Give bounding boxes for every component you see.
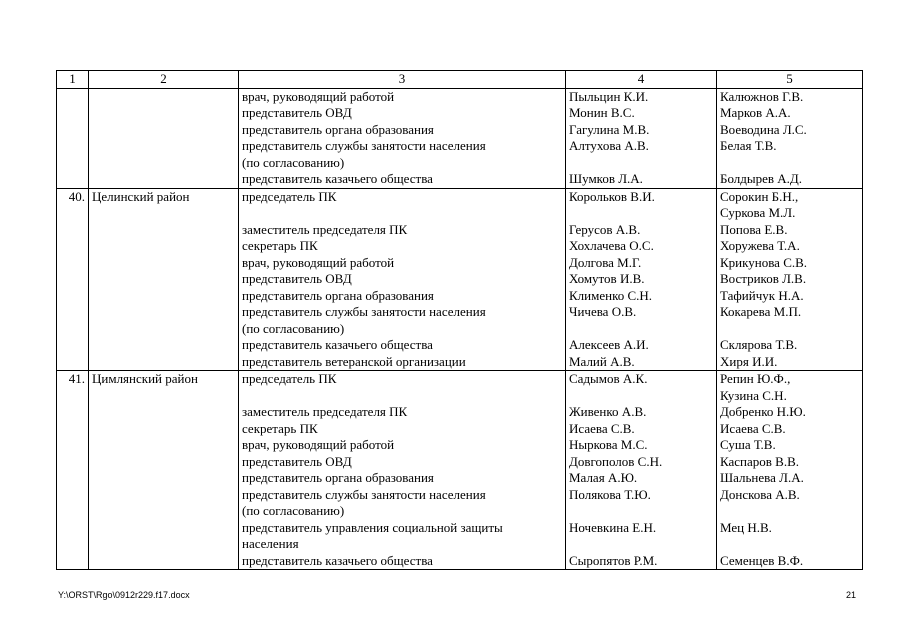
- position-line: представитель ОВД: [242, 453, 352, 469]
- member-name: [569, 503, 713, 520]
- member-name: Корольков В.И.: [569, 188, 655, 204]
- member-name: Монин В.С.: [569, 105, 635, 120]
- position-line: представитель управления социальной защиты: [242, 519, 503, 535]
- reserve-name: Хоружева Т.А.: [720, 238, 800, 253]
- member-name: Садымов А.К.: [569, 371, 648, 386]
- reserve-name: Добренко Н.Ю.: [720, 404, 806, 419]
- row-number: 40.: [57, 188, 89, 371]
- position-line: представитель ОВД: [242, 105, 352, 120]
- table-row: [57, 88, 863, 188]
- position-line: представитель ветеранской организации: [242, 353, 466, 369]
- reserve-name: Семенцев В.Ф.: [720, 552, 804, 568]
- reserves-cell: [717, 188, 863, 371]
- position-line: представитель органа образования: [242, 121, 434, 137]
- position-line: представитель казачьего общества: [242, 552, 433, 568]
- positions-cell: [239, 371, 566, 570]
- position-line: (по согласованию): [242, 320, 345, 336]
- position-line: представитель службы занятости населения: [242, 486, 486, 502]
- district-name: Цимлянский район: [89, 371, 239, 570]
- reserve-name: Донскова А.В.: [720, 486, 800, 502]
- footer-file-path: Y:\ORST\Rgo\0912r229.f17.docx: [58, 590, 190, 600]
- position-line: [242, 388, 562, 405]
- member-name: [569, 155, 713, 172]
- position-line: населения: [242, 536, 299, 551]
- position-line: (по согласованию): [242, 154, 345, 170]
- header-col-4: 4: [566, 71, 717, 89]
- member-name: Герусов А.В.: [569, 221, 641, 237]
- reserve-name: [720, 321, 859, 338]
- header-col-1: 1: [57, 71, 89, 89]
- reserve-name: Суша Т.В.: [720, 437, 776, 452]
- position-line: врач, руководящий работой: [242, 254, 395, 270]
- reserves-cell: [717, 88, 863, 188]
- footer-page-number: 21: [846, 590, 857, 600]
- reserve-name: Суркова М.Л.: [720, 205, 796, 220]
- reserve-name: Крикунова С.В.: [720, 254, 808, 270]
- row-number: [57, 88, 89, 188]
- member-name: Исаева С.В.: [569, 420, 635, 436]
- member-name: Алексеев А.И.: [569, 337, 649, 352]
- header-col-5: 5: [717, 71, 863, 89]
- members-cell: [566, 188, 717, 371]
- position-line: представитель службы занятости населения: [242, 304, 486, 319]
- member-name: [569, 388, 713, 405]
- reserve-name: Воеводина Л.С.: [720, 121, 807, 137]
- row-number: 41.: [57, 371, 89, 570]
- position-line: председатель ПК: [242, 188, 337, 204]
- reserve-name: Шальнева Л.А.: [720, 470, 804, 485]
- reserve-name: Востриков Л.В.: [720, 271, 807, 286]
- position-line: представитель органа образования: [242, 470, 434, 485]
- position-line: заместитель председателя ПК: [242, 404, 408, 419]
- member-name: Ночевкина Е.Н.: [569, 519, 657, 535]
- position-line: представитель казачьего общества: [242, 171, 433, 186]
- position-line: представитель органа образования: [242, 287, 434, 303]
- position-line: секретарь ПК: [242, 238, 318, 253]
- reserve-name: Хиря И.И.: [720, 353, 778, 369]
- reserve-name: Сорокин Б.Н.,: [720, 188, 799, 204]
- table-row: [57, 371, 863, 570]
- header-row: [57, 71, 863, 89]
- member-name: Долгова М.Г.: [569, 254, 642, 270]
- table-row: [57, 188, 863, 371]
- reserve-name: Тафийчук Н.А.: [720, 287, 804, 303]
- member-name: Ныркова М.С.: [569, 437, 648, 452]
- reserve-name: Склярова Т.В.: [720, 337, 798, 352]
- positions-cell: [239, 188, 566, 371]
- member-name: [569, 536, 713, 553]
- reserve-name: Калюжнов Г.В.: [720, 88, 804, 104]
- reserves-cell: [717, 371, 863, 570]
- members-cell: [566, 371, 717, 570]
- member-name: Хомутов И.В.: [569, 271, 645, 286]
- member-name: Чичева О.В.: [569, 304, 637, 319]
- member-name: Малая А.Ю.: [569, 470, 638, 485]
- member-name: Шумков Л.А.: [569, 171, 643, 186]
- member-name: Хохлачева О.С.: [569, 238, 654, 253]
- reserve-name: Кокарева М.П.: [720, 304, 802, 319]
- positions-cell: [239, 88, 566, 188]
- position-line: секретарь ПК: [242, 420, 318, 436]
- members-cell: [566, 88, 717, 188]
- reserve-name: Попова Е.В.: [720, 221, 788, 237]
- member-name: Клименко С.Н.: [569, 287, 653, 303]
- position-line: председатель ПК: [242, 371, 337, 386]
- header-col-3: 3: [239, 71, 566, 89]
- members-table: [56, 70, 863, 570]
- member-name: Довгополов С.Н.: [569, 453, 663, 469]
- district-name: [89, 88, 239, 188]
- reserve-name: [720, 503, 859, 520]
- reserve-name: Болдырев А.Д.: [720, 171, 803, 186]
- reserve-name: Мец Н.В.: [720, 519, 772, 535]
- member-name: Полякова Т.Ю.: [569, 486, 651, 502]
- district-name: Целинский район: [89, 188, 239, 371]
- position-line: [242, 205, 562, 222]
- position-line: врач, руководящий работой: [242, 437, 395, 452]
- member-name: Сыропятов Р.М.: [569, 552, 658, 568]
- position-line: представитель службы занятости населения: [242, 138, 486, 153]
- member-name: Гагулина М.В.: [569, 121, 650, 137]
- member-name: Малий А.В.: [569, 353, 635, 369]
- reserve-name: [720, 536, 859, 553]
- reserve-name: Репин Ю.Ф.,: [720, 371, 791, 386]
- reserve-name: Кузина С.Н.: [720, 387, 787, 403]
- member-name: Алтухова А.В.: [569, 138, 649, 153]
- member-name: Живенко А.В.: [569, 404, 647, 419]
- position-line: врач, руководящий работой: [242, 88, 395, 104]
- reserve-name: Марков А.А.: [720, 105, 791, 120]
- member-name: Пыльцин К.И.: [569, 88, 649, 104]
- position-line: (по согласованию): [242, 503, 345, 518]
- position-line: заместитель председателя ПК: [242, 221, 408, 237]
- reserve-name: [720, 155, 859, 172]
- reserve-name: Белая Т.В.: [720, 138, 777, 153]
- reserve-name: Каспаров В.В.: [720, 453, 799, 469]
- header-col-2: 2: [89, 71, 239, 89]
- member-name: [569, 205, 713, 222]
- member-name: [569, 321, 713, 338]
- reserve-name: Исаева С.В.: [720, 420, 786, 436]
- position-line: представитель казачьего общества: [242, 337, 433, 352]
- position-line: представитель ОВД: [242, 271, 352, 286]
